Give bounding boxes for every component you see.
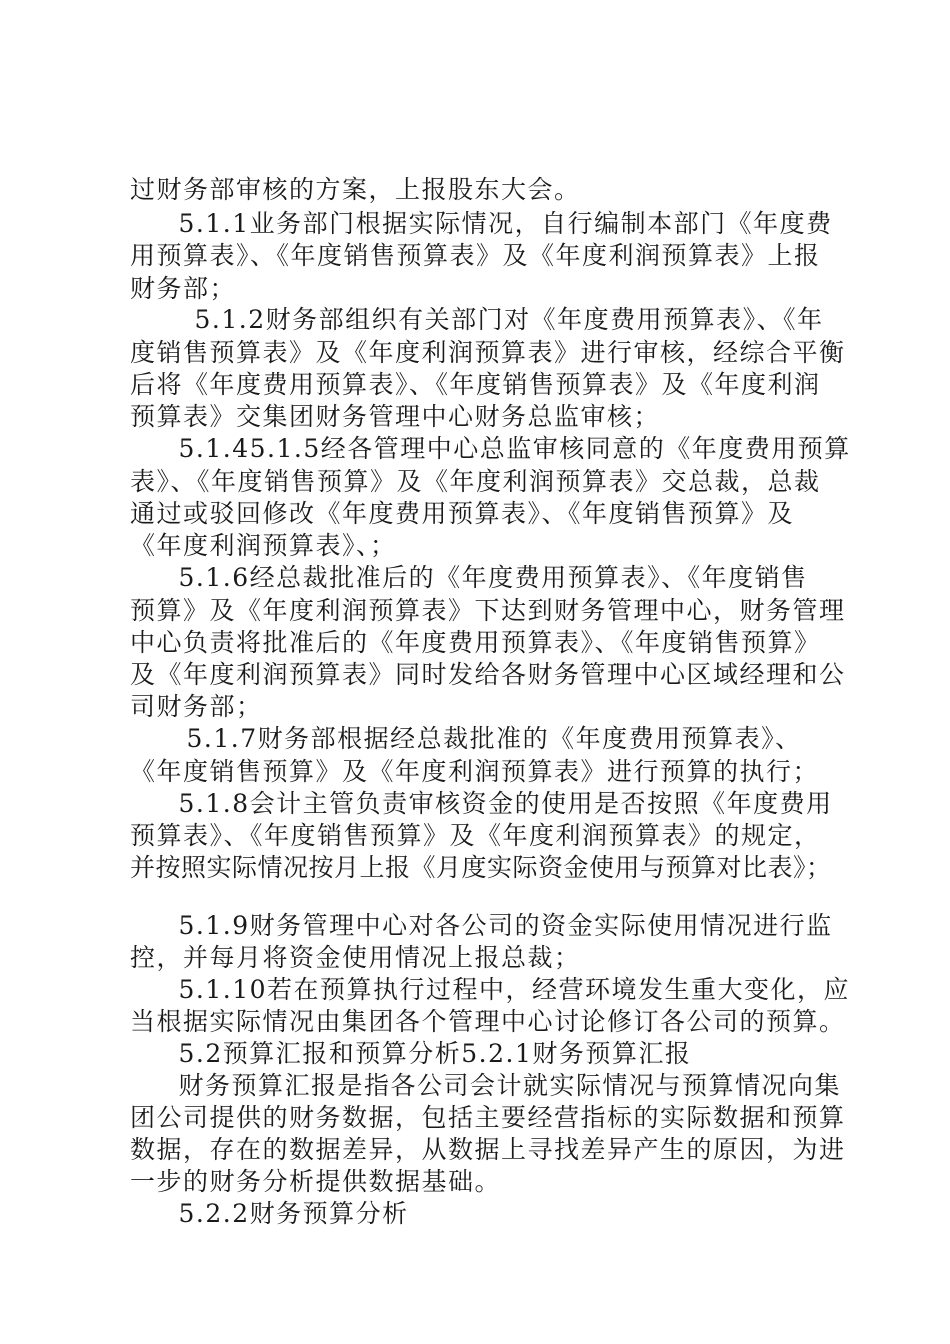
text-line: 过财务部审核的方案，上报股东大会。 (130, 175, 581, 204)
text-line: 5.1.6经总裁批准后的《年度费用预算表》、《年度销售 (152, 563, 808, 592)
text-line: 及《年度利润预算表》同时发给各财务管理中心区域经理和公 (130, 660, 846, 689)
text-line: 一步的财务分析提供数据基础。 (130, 1167, 502, 1196)
text-line: 后将《年度费用预算表》、《年度销售预算表》及《年度利润 (130, 370, 821, 399)
text-line: 5.2预算汇报和预算分析5.2.1财务预算汇报 (152, 1039, 692, 1068)
text-line: 当根据实际情况由集团各个管理中心讨论修订各公司的预算。 (130, 1007, 846, 1036)
text-line: 并按照实际情况按月上报《月度实际资金使用与预算对比表》； (130, 853, 832, 882)
text-line: 控，并每月将资金使用情况上报总裁； (130, 943, 581, 972)
text-line: 5.2.2财务预算分析 (152, 1199, 409, 1228)
text-line: 通过或驳回修改《年度费用预算表》、《年度销售预算》及 (130, 499, 795, 528)
text-line: 预算》及《年度利润预算表》下达到财务管理中心，财务管理 (130, 596, 846, 625)
text-line: 预算表》、《年度销售预算》及《年度利润预算表》的规定， (130, 821, 821, 850)
text-line: 中心负责将批准后的《年度费用预算表》、《年度销售预算》 (130, 628, 821, 657)
text-line: 5.1.1业务部门根据实际情况，自行编制本部门《年度费 (152, 209, 833, 238)
text-line: 司财务部； (130, 692, 263, 721)
text-line: 5.1.7财务部根据经总裁批准的《年度费用预算表》、 (160, 724, 802, 753)
text-line: 数据，存在的数据差异，从数据上寻找差异产生的原因，为进 (130, 1135, 846, 1164)
text-line: 财务预算汇报是指各公司会计就实际情况与预算情况向集 (152, 1071, 842, 1100)
text-line: 预算表》交集团财务管理中心财务总监审核； (130, 402, 661, 431)
text-line: 5.1.9财务管理中心对各公司的资金实际使用情况进行监 (152, 911, 833, 940)
text-line: 财务部； (130, 274, 237, 303)
text-line: 表》、《年度销售预算》及《年度利润预算表》交总裁，总裁 (130, 467, 821, 496)
text-line: 5.1.2财务部组织有关部门对《年度费用预算表》、《年 (168, 305, 824, 334)
text-line: 5.1.10若在预算执行过程中，经营环境发生重大变化，应 (152, 975, 851, 1004)
text-line: 《年度利润预算表》、； (130, 531, 397, 560)
text-line: 度销售预算表》及《年度利润预算表》进行审核，经综合平衡 (130, 338, 846, 367)
text-line: 5.1.45.1.5经各管理中心总监审核同意的《年度费用预算 (152, 434, 851, 463)
text-line: 5.1.8会计主管负责审核资金的使用是否按照《年度费用 (152, 789, 833, 818)
text-line: 团公司提供的财务数据，包括主要经营指标的实际数据和预算 (130, 1103, 846, 1132)
text-line: 《年度销售预算》及《年度利润预算表》进行预算的执行； (130, 757, 820, 786)
text-line: 用预算表》、《年度销售预算表》及《年度利润预算表》上报 (130, 241, 821, 270)
